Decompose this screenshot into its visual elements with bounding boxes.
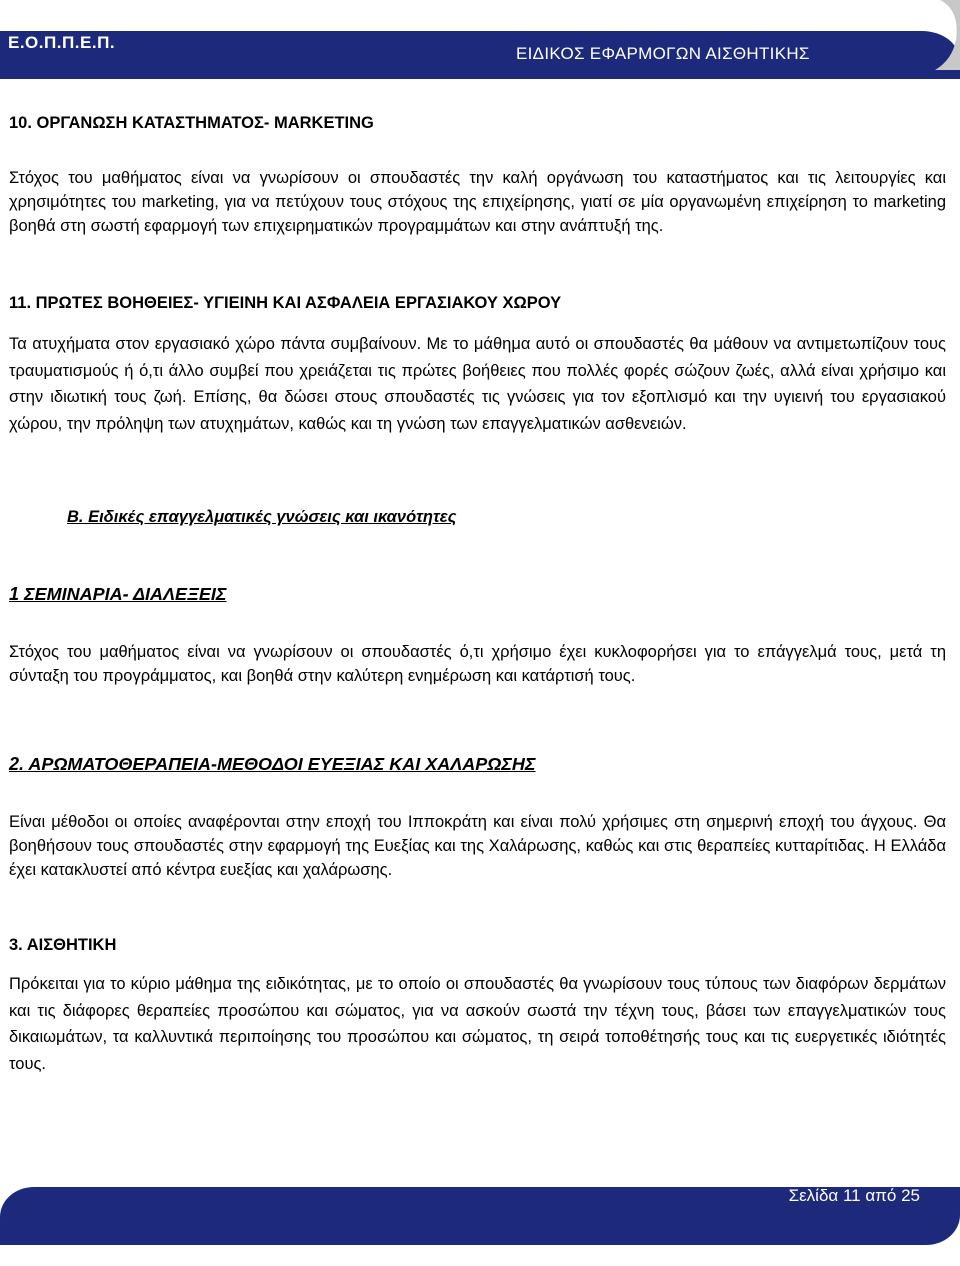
section-b2	[9, 754, 946, 775]
section-b3-body	[9, 971, 946, 1077]
header-corner-decoration	[900, 0, 960, 70]
header-specialty: ΕΙΔΙΚΟΣ ΕΦΑΡΜΟΓΩΝ ΑΙΣΘΗΤΙΚΗΣ	[516, 44, 810, 63]
section-b1	[9, 584, 946, 605]
section-b1-body	[9, 640, 946, 688]
section-b1-title: 1 ΣΕΜΙΝΑΡΙΑ- ΔΙΑΛΕΞΕΙΣ	[9, 584, 227, 604]
part-b	[9, 508, 946, 527]
section-11-text: Τα ατυχήματα στον εργασιακό χώρο πάντα συμβαίνουν. Με το μάθημα αυτό οι σπουδαστές θα μάθουν να αντιμετωπίζουν τους τραυματισμούς ή ό,τι άλλο συμβεί που χρειάζεται τις πρώτες βοήθειες που πολλές φορές σώζουν ζωές, αλλά είναι χρήσιμο και στην ιδιωτική τους ζωή. Επίσης, θα δώσει στους σπουδαστές τις γνώσεις για τον εξοπλισμό και την υγιεινή του εργασιακού χώρου, την πρόληψη των ατυχημάτων, καθώς και τη γνώση των επαγγελματικών ασθενειών.	[9, 335, 946, 433]
page-number: Σελίδα 11 από 25	[788, 1186, 920, 1205]
section-b1-text: Στόχος του μαθήματος είναι να γνωρίσουν οι σπουδαστές ό,τι χρήσιμο έχει κυκλοφορήσει για το επάγγελμά τους, μετά τη σύνταξη του προγράμματος, και βοηθά στην καλύτερη ενημέρωση και κατάρτισή τους.	[9, 643, 946, 685]
header-band	[0, 31, 960, 79]
section-b2-text: Είναι μέθοδοι οι οποίες αναφέρονται στην εποχή του Ιπποκράτη και είναι πολύ χρήσιμες στη σημερινή εποχή του άγχους. Θα βοηθήσουν τους σπουδαστές στην εφαρμογή της Ευεξίας και της Χαλάρωσης, καθώς και στις θεραπείες κυτταρίτιδας. Η Ελλάδα έχει κατακλυστεί από κέντρα ευεξίας και χαλάρωσης.	[9, 813, 946, 879]
section-10	[9, 114, 946, 133]
section-b3-text: Πρόκειται για το κύριο μάθημα της ειδικότητας, με το οποίο οι σπουδαστές θα γνωρίσουν τους τύπους των διαφόρων δερμάτων και τις διάφορες θεραπείες προσώπου και σώματος, για να ασκούν σωστά την τέχνη τους, βάσει των επαγγελματικών τους δικαιωμάτων, τα καλλυντικά περιποίησης του προσώπου και σώματος, τη σειρά τοποθέτησής τους και τις ευεργετικές ιδιότητές τους.	[9, 975, 946, 1073]
part-b-title: Β. Ειδικές επαγγελματικές γνώσεις και ικανότητες	[67, 508, 457, 526]
header-organization: Ε.Ο.Π.Π.Ε.Π.	[8, 33, 116, 52]
section-10-title: 10. ΟΡΓΑΝΩΣΗ ΚΑΤΑΣΤΗΜΑΤΟΣ- MARKETING	[9, 114, 374, 132]
section-11-body	[9, 331, 946, 437]
section-b3	[9, 936, 946, 955]
section-b3-title: 3. ΑΙΣΘΗΤΙΚΗ	[9, 936, 117, 954]
section-11-title: 11. ΠΡΩΤΕΣ ΒΟΗΘΕΙΕΣ- ΥΓΙΕΙΝΗ ΚΑΙ ΑΣΦΑΛΕΙΑ ΕΡΓΑΣΙΑΚΟΥ ΧΩΡΟΥ	[9, 294, 562, 312]
section-10-text: Στόχος του μαθήματος είναι να γνωρίσουν οι σπουδαστές την καλή οργάνωση του καταστήματος και τις λειτουργίες και χρησιμότητες του marketing, για να πετύχουν τους στόχους της επιχείρησης, γιατί σε μία οργανωμένη επιχείρηση το marketing βοηθά στη σωστή εφαρμογή των επιχειρηματικών προγραμμάτων και στην ανάπτυξή της.	[9, 169, 946, 235]
section-10-body	[9, 166, 946, 238]
section-11	[9, 294, 946, 313]
section-b2-body	[9, 810, 946, 882]
section-b2-title: 2. ΑΡΩΜΑΤΟΘΕΡΑΠΕΙΑ-ΜΕΘΟΔΟΙ ΕΥΕΞΙΑΣ ΚΑΙ ΧΑΛΑΡΩΣΗΣ	[9, 754, 536, 774]
